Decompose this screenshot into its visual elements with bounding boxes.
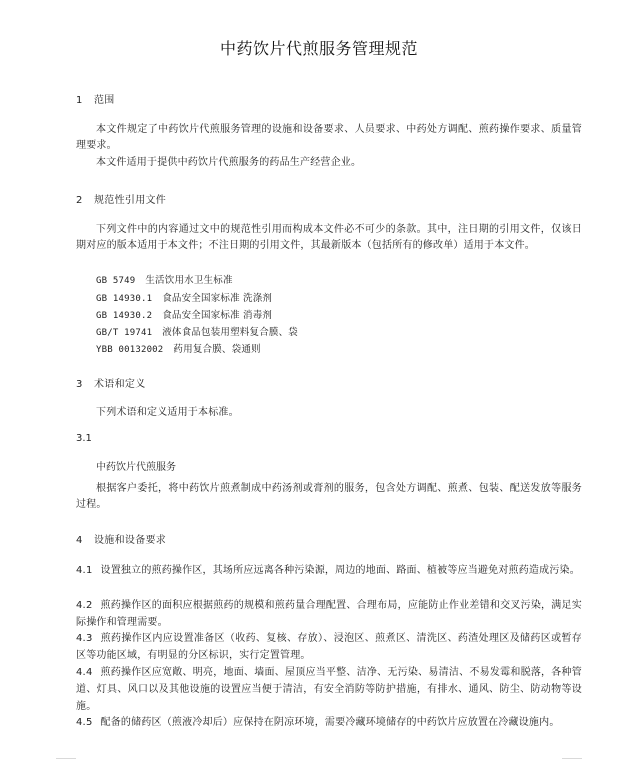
section-number: 1 — [76, 95, 83, 106]
bottom-right-corner-mark — [562, 758, 582, 759]
reference-name: 食品安全国家标准 洗涤剂 — [162, 293, 273, 304]
scope-paragraph-1: 本文件规定了中药饮片代煎服务管理的设施和设备要求、人员要求、中药处方调配、煎药操作要求、质量管理要求。 — [76, 124, 582, 151]
reference-name: 药用复合膜、袋通则 — [173, 344, 261, 355]
section-title: 设施和设备要求 — [94, 535, 167, 546]
section-1-heading — [76, 91, 115, 106]
clause-4-1 — [76, 562, 582, 579]
clause-number: 4.4 — [76, 667, 93, 678]
clause-4-4 — [76, 664, 582, 715]
section-3-heading — [76, 375, 146, 390]
scope-paragraph-2: 本文件适用于提供中药饮片代煎服务的药品生产经营企业。 — [96, 157, 362, 168]
section-title: 规范性引用文件 — [94, 195, 167, 206]
section-4-heading — [76, 531, 166, 546]
section-number: 2 — [76, 195, 83, 206]
term-name: 中药饮片代煎服务 — [96, 462, 176, 473]
clause-text: 煎药操作区内应设置准备区（收药、复核、存放）、浸泡区、煎煮区、清洗区、药渣处理区及储药区或暂存区等功能区域，有明显的分区标识，实行定置管理。 — [76, 633, 582, 661]
clause-4-3 — [76, 630, 582, 664]
reference-name: 食品安全国家标准 消毒剂 — [162, 310, 273, 321]
reference-code: GB/T 19741 — [96, 328, 153, 338]
reference-code: GB 14930.1 — [96, 294, 153, 304]
reference-item — [96, 272, 233, 286]
document-title: 中药饮片代煎服务管理规范 — [219, 39, 418, 58]
clause-number: 4.1 — [76, 565, 93, 576]
section-title: 范围 — [94, 95, 115, 106]
section-number: 4 — [76, 535, 83, 546]
terms-paragraph: 下列术语和定义适用于本标准。 — [96, 407, 239, 418]
term-definition: 根据客户委托，将中药饮片煎煮制成中药汤剂或膏剂的服务，包含处方调配、煎煮、包装、配送发放等服务过程。 — [76, 483, 582, 510]
reference-item — [96, 341, 261, 355]
clause-number: 4.2 — [76, 600, 93, 611]
clause-text: 煎药操作区的面积应根据煎药的规模和煎药量合理配置、合理布局，应能防止作业差错和交叉污染，满足实际操作和管理需要。 — [76, 600, 582, 628]
reference-name: 液体食品包装用塑料复合膜、袋 — [162, 327, 298, 338]
normative-paragraph: 下列文件中的内容通过文中的规范性引用而构成本文件必不可少的条款。其中，注日期的引用文件，仅该日期对应的版本适用于本文件；不注日期的引用文件，其最新版本（包括所有的修改单）适用于本文件。 — [76, 224, 582, 251]
reference-code: GB 14930.2 — [96, 311, 153, 321]
reference-name: 生活饮用水卫生标准 — [145, 275, 233, 286]
clause-text: 煎药操作区应宽敞、明亮，地面、墙面、屋顶应当平整、洁净、无污染、易清洁、不易发霉和脱落，各种管道、灯具、风口以及其他设施的设置应当便于清洁，有安全消防等防护措施，有排水、通风、防尘、防动物等设施。 — [76, 667, 582, 712]
section-2-heading — [76, 191, 166, 206]
section-number: 3 — [76, 379, 83, 390]
clause-text: 设置独立的煎药操作区，其场所应远离各种污染源，周边的地面、路面、植被等应当避免对煎药造成污染。 — [100, 565, 580, 576]
clause-text: 配备的储药区（煎液冷却后）应保持在阴凉环境，需要冷藏环境储存的中药饮片应放置在冷藏设施内。 — [100, 717, 560, 728]
clause-4-2 — [76, 597, 582, 631]
reference-code: GB 5749 — [96, 276, 136, 286]
reference-item — [96, 290, 272, 304]
term-number: 3.1 — [76, 433, 92, 444]
reference-code: YBB 00132002 — [96, 345, 164, 355]
clause-number: 4.3 — [76, 633, 93, 644]
reference-item — [96, 324, 298, 338]
section-title: 术语和定义 — [94, 379, 146, 390]
clause-4-5 — [76, 714, 582, 731]
bottom-left-corner-mark — [56, 758, 76, 759]
reference-item — [96, 307, 272, 321]
clause-number: 4.5 — [76, 717, 93, 728]
